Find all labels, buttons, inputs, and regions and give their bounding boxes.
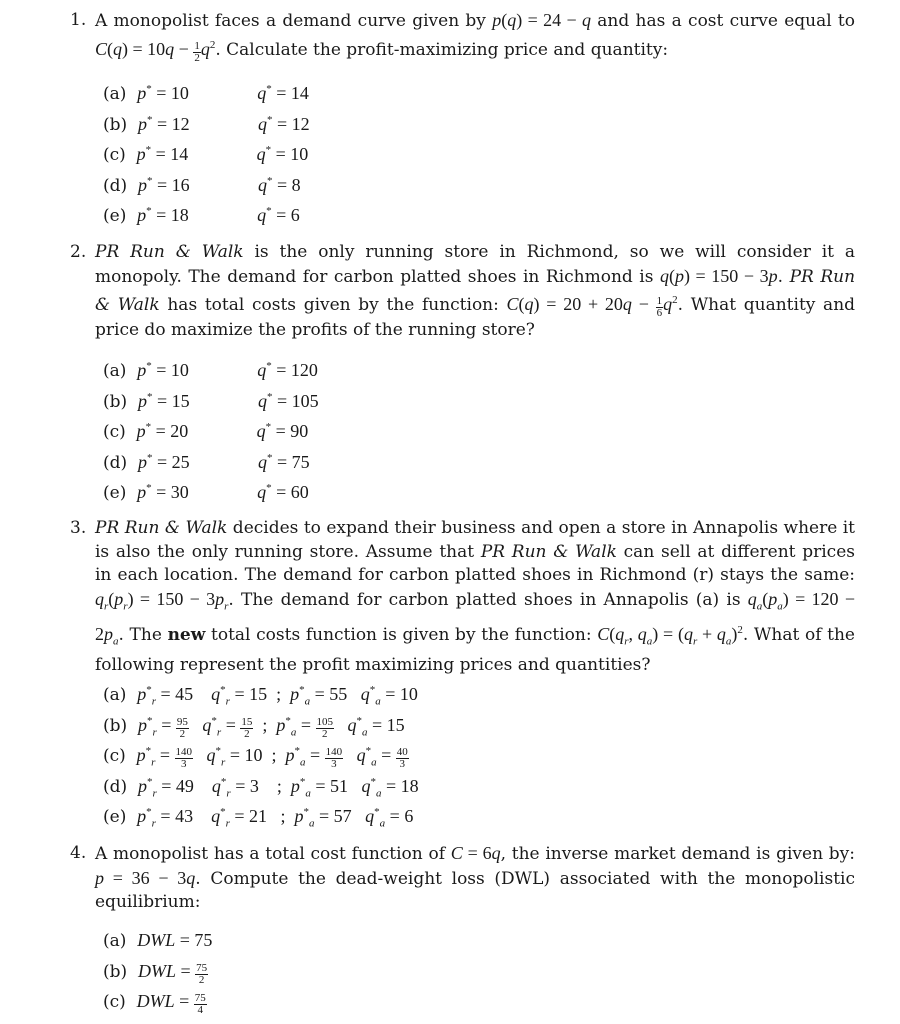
question-text: PR Run & Walk is the only running store in Richmond, so we will consider it a monopoly. The demand for carbon platted shoes in Richmond is q(p) = 150 − 3p. PR Run & Walk has total costs given by the function: C(q) = 20 + 20q − $\frac{1}{6}$ $q^2$. What quantity and price do maximize the profits of the running store? (95, 242, 856, 341)
question-text: A monopolist faces a demand curve given by p(q) = 24 − q and has a cost curve equal to C(q) = 10q − $\frac{1}{2}$ $q^2$. Calculate the profit-maximizing price and quantity: (95, 10, 856, 64)
option-d[interactable]: (d) p* = 25 q* = 75 (103, 451, 310, 473)
option-b[interactable]: (b) p* = 15 q* = 105 (103, 390, 319, 412)
question-text: A monopolist has a total cost function of C = 6q, the inverse market demand is given by: p = 36 − 3q. Compute the dead-weight loss (DWL) associated with the monopolistic equilibrium: (95, 843, 855, 912)
question-2 (70, 241, 855, 343)
option-b[interactable]: (b) p* = 12 q* = 12 (103, 113, 310, 135)
option-c[interactable]: (c) p* = 20 q* = 90 (103, 421, 309, 442)
question-text: PR Run & Walk decides to expand their business and open a store in Annapolis where it is also the only running store. Assume that PR Run & Walk can sell at different prices in each location. The demand for carbon platted shoes in Richmond (r) stays the same: $q_r(p_r) = 150 - 3p_r$. The demand for carbon platted shoes in Annapolis (a) is $q_a(p_a) = 120 - 2p_a$. The new total costs function is given by the function: $C(q_r$, $q_a) = (q_r + q_a)^2$. What of the following represent the profit maximizing prices and quantities? (95, 518, 856, 675)
option-a[interactable]: (a) $p^*_r = 45$ $q^*_r = 15$ ; $p^*_a = 55$ $q^*_a = 10$ (103, 684, 418, 708)
option-b[interactable]: (b) $p^*_r$ = $\frac{95}{2}$ $q^*_r$ = $\frac{15}{2}$ ; $p^*_a$ = $\frac{105}{2}$ $q^*_a = 15$ (103, 714, 405, 740)
answer-options-1 (103, 79, 310, 232)
option-e[interactable]: (e) $p^*_r = 43$ $q^*_r = 21$ ; $p^*_a = 57$ $q^*_a = 6$ (103, 806, 414, 830)
option-b[interactable]: (b) DWL = $\frac{75}{2}$ (103, 960, 208, 986)
answer-options-4 (103, 930, 212, 1022)
question-number: 2. (70, 242, 87, 262)
question-4 (70, 842, 855, 915)
option-d[interactable]: (d) $p^*_r = 49$ $q^*_r = 3$ ; $p^*_a = 51$ $q^*_a = 18$ (103, 775, 419, 800)
question-number: 4. (70, 843, 87, 863)
option-a[interactable]: (a) DWL = 75 (103, 930, 213, 951)
question-number: 1. (70, 10, 87, 30)
option-c[interactable]: (c) $p^*_r$ = $\frac{140}{3}$ $q^*_r = 10$ ; $p^*_a$ = $\frac{140}{3}$ $q^*_a$ = $\frac{40}{3}$ (103, 745, 408, 771)
option-a[interactable]: (a) p* = 10 q* = 14 (103, 83, 309, 104)
question-3 (70, 517, 855, 677)
option-e[interactable]: (e) p* = 18 q* = 6 (103, 205, 300, 226)
question-number: 3. (70, 518, 87, 538)
answer-options-2 (103, 356, 319, 509)
answer-options-3 (103, 680, 419, 833)
option-c[interactable]: (c) DWL = $\frac{75}{4}$ (103, 991, 206, 1017)
option-e[interactable]: (e) p* = 30 q* = 60 (103, 482, 309, 503)
option-d[interactable]: (d) p* = 16 q* = 8 (103, 174, 301, 196)
option-a[interactable]: (a) p* = 10 q* = 120 (103, 360, 318, 381)
question-1 (70, 9, 855, 64)
option-c[interactable]: (c) p* = 14 q* = 10 (103, 144, 309, 165)
